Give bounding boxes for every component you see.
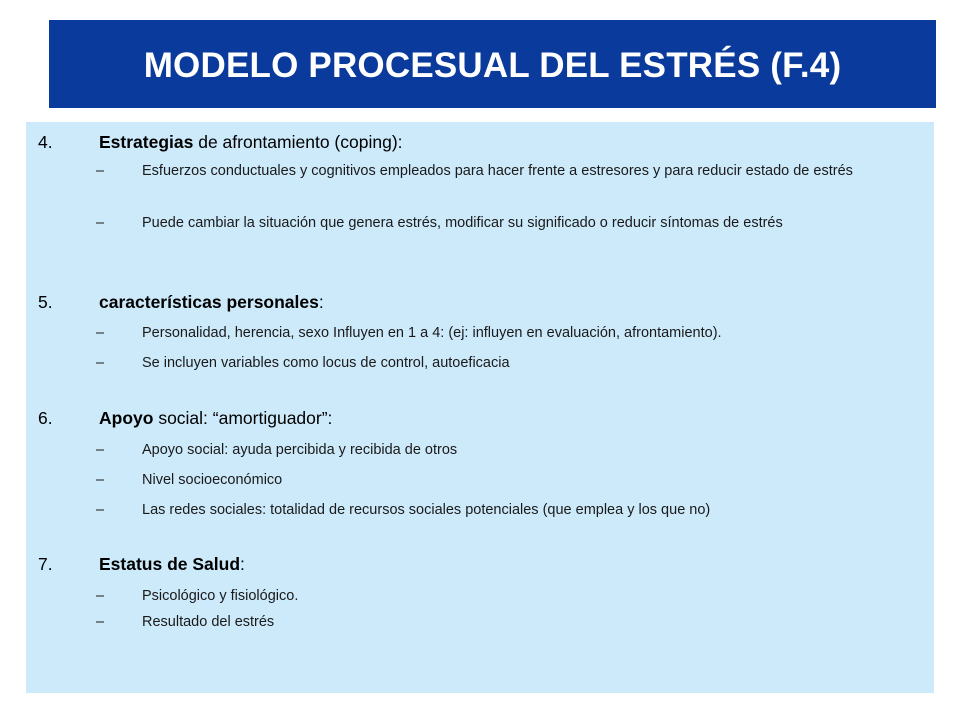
section-label-bold: características personales — [99, 292, 319, 312]
bullet-text: Resultado del estrés — [142, 614, 275, 630]
bullet-dash: – — [96, 502, 105, 518]
bullet-text: Personalidad, herencia, sexo Influyen en 1 a 4: (ej: influyen en evaluación, afrontamiento). — [142, 325, 722, 341]
section-label — [99, 408, 332, 429]
title-bar — [49, 20, 936, 108]
slide-title: MODELO PROCESUAL DEL ESTRÉS (F.4) — [143, 46, 842, 85]
section-label — [99, 292, 324, 313]
section-label — [99, 132, 403, 153]
bullet-text: Puede cambiar la situación que genera estrés, modificar su significado o reducir síntomas de estrés — [142, 215, 783, 231]
section-label-rest: social: “amortiguador”: — [153, 408, 333, 428]
section-label-bold: Estrategias — [99, 132, 194, 152]
bullet-text: Se incluyen variables como locus de control, autoeficacia — [142, 355, 510, 371]
bullet-dash: – — [96, 355, 105, 371]
bullet-dash: – — [96, 163, 105, 179]
bullet-text: Esfuerzos conductuales y cognitivos empleados para hacer frente a estresores y para reducir estado de estrés — [142, 163, 853, 179]
section-number: 4. — [38, 132, 53, 152]
content-panel — [26, 122, 934, 693]
bullet-text: Apoyo social: ayuda percibida y recibida de otros — [142, 442, 458, 458]
section-label-bold: Estatus de Salud — [99, 554, 241, 574]
section-label-rest: de afrontamiento (coping): — [193, 132, 403, 152]
bullet-dash: – — [96, 215, 105, 231]
bullet-text: Las redes sociales: totalidad de recursos sociales potenciales (que emplea y los que no) — [142, 502, 711, 518]
bullet-dash: – — [96, 588, 105, 604]
bullet-dash: – — [96, 472, 105, 488]
bullet-text: Psicológico y fisiológico. — [142, 588, 299, 604]
section-number: 6. — [38, 408, 53, 428]
section-label-rest: : — [240, 554, 245, 574]
bullet-dash: – — [96, 325, 105, 341]
section-number: 7. — [38, 554, 53, 574]
section-label-bold: Apoyo — [99, 408, 154, 428]
bullet-text: Nivel socioeconómico — [142, 472, 283, 488]
bullet-dash: – — [96, 442, 105, 458]
bullet-dash: – — [96, 614, 105, 630]
section-number: 5. — [38, 292, 53, 312]
section-label — [99, 554, 245, 575]
section-label-rest: : — [318, 292, 324, 312]
